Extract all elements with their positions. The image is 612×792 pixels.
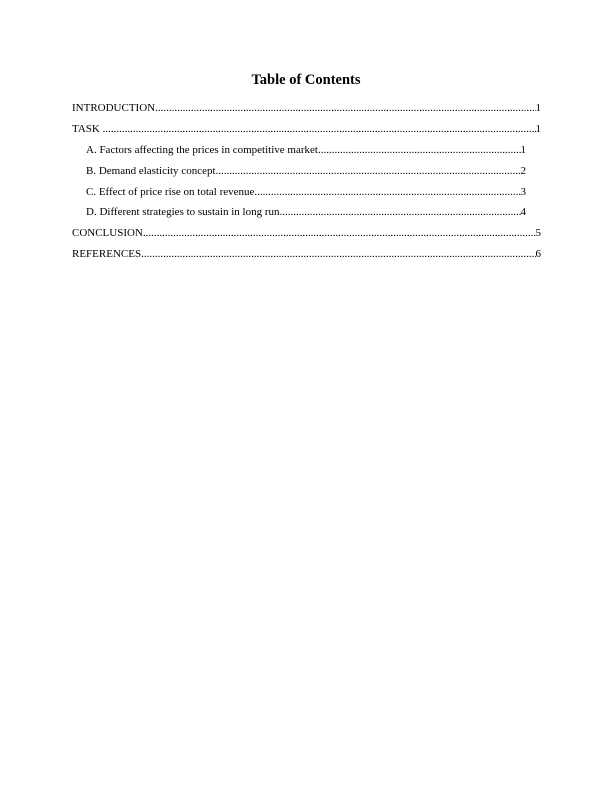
toc-entry-label: TASK xyxy=(72,123,103,135)
toc-entry-label: B. Demand elasticity concept xyxy=(86,165,216,177)
toc-leader-dots xyxy=(254,185,520,199)
toc-entry-label: A. Factors affecting the prices in competitive market xyxy=(86,144,318,156)
toc-entry-conclusion[interactable] xyxy=(72,226,541,240)
toc-entry-references[interactable] xyxy=(72,247,541,261)
toc-entry-label: C. Effect of price rise on total revenue xyxy=(86,186,255,198)
toc-leader-dots xyxy=(279,205,520,219)
toc-entry-long-run-strategies[interactable] xyxy=(86,205,526,219)
toc-leader-dots xyxy=(143,226,536,240)
toc-entry-page: 1 xyxy=(535,123,541,135)
toc-entry-introduction[interactable] xyxy=(72,101,541,115)
toc-entry-label: CONCLUSION xyxy=(72,227,143,239)
toc-entry-task[interactable] xyxy=(72,122,541,136)
toc-entry-price-rise-effect[interactable] xyxy=(86,185,526,199)
toc-entry-page: 3 xyxy=(520,186,526,198)
toc-title: Table of Contents xyxy=(251,72,361,88)
toc-leader-dots xyxy=(155,101,535,115)
toc-entry-page: 6 xyxy=(535,248,541,260)
toc-entry-page: 4 xyxy=(520,206,526,218)
toc-entry-label: INTRODUCTION xyxy=(72,102,156,114)
toc-entry-page: 2 xyxy=(520,165,526,177)
toc-leader-dots xyxy=(103,122,536,136)
toc-entry-factors-affecting-prices[interactable] xyxy=(86,143,526,157)
toc-entry-label: REFERENCES xyxy=(72,248,142,260)
toc-entry-page: 1 xyxy=(520,144,526,156)
toc-entry-page: 1 xyxy=(535,102,541,114)
toc-entry-page: 5 xyxy=(535,227,541,239)
toc-entry-label: D. Different strategies to sustain in long run xyxy=(86,206,280,218)
toc-entry-demand-elasticity[interactable] xyxy=(86,164,526,178)
toc-leader-dots xyxy=(141,247,535,261)
toc-leader-dots xyxy=(216,164,521,178)
toc-leader-dots xyxy=(318,143,521,157)
